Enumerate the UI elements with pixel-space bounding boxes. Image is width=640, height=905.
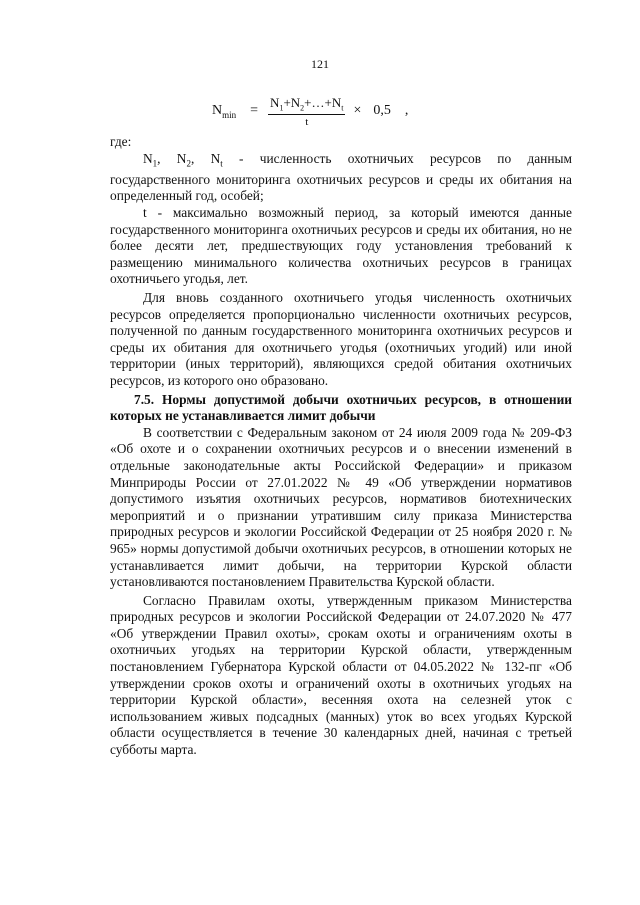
n-symbol-t: N: [210, 150, 221, 166]
formula-coefficient: 0,5: [373, 103, 391, 119]
n-symbol-1-sub: 1: [152, 158, 158, 169]
numerator-ellipsis: +…+: [304, 95, 332, 110]
n-symbol-sep: ,: [190, 150, 211, 166]
paragraph-new-ground: Для вновь созданного охотничьего угодья численность охотничьих ресурсов определяется пропорционально численности охотничьих ресурсов, полученной по данным государственного мониторинга охотничьих ресурсов и среды их обитания для охотничьего угодья (охотничьих угодий) или иной территории (иных территорий), являющихся средой обитания охотничьих ресурсов, из которого оно образовано.: [110, 290, 572, 388]
formula-multiply: ×: [353, 103, 362, 119]
formula-trailing-comma: ,: [404, 103, 409, 119]
formula-lhs-sub: min: [222, 109, 237, 120]
document-body: [110, 134, 572, 759]
numerator-nt-sub: t: [341, 103, 344, 113]
numerator-plus: +: [283, 95, 291, 110]
formula-fraction: [268, 95, 345, 128]
numerator-n2-sub: 2: [300, 103, 305, 113]
n-symbol-1: N: [143, 150, 153, 166]
formula-numerator: [268, 95, 345, 115]
definition-n: [110, 151, 572, 205]
page-number: 121: [311, 57, 329, 71]
paragraph-law: В соответствии с Федеральным законом от 24 июля 2009 года № 209-ФЗ «Об охоте и о сохранении охотничьих ресурсов и о внесении изменений в отдельные законодательные акты Российской Федерации» и приказом Минприроды России от 27.01.2022 № 49 «Об утверждении нормативов допустимого изъятия охотничьих ресурсов, нормативов биотехнических мероприятий и о признании утратившим силу приказа Министерства природных ресурсов и экологии Российской Федерации от 25 ноября 2020 г. № 965» нормы допустимой добычи охотничьих ресурсов, в отношении которых не устанавливается лимит добычи, на территории Курской области установливаются постановлением Правительства Курской области.: [110, 424, 572, 590]
section-heading: 7.5. Нормы допустимой добычи охотничьих ресурсов, в отношении которых не устанавливается лимит добычи: [110, 391, 572, 424]
definition-t: t - максимально возможный период, за который имеются данные государственного мониторинга охотничьих ресурсов и среды их обитания, но не более десяти лет, предшествующих году установления требований к размещению минимального количества охотничьих ресурсов в границах охотничьего угодья, лет.: [110, 205, 572, 287]
paragraph-hunting-rules: Согласно Правилам охоты, утвержденным приказом Министерства природных ресурсов и экологии Российской Федерации от 24.07.2020 № 477 «Об утверждении Правил охоты», срокам охоты и ограничениям охоты в охотничьих угодьях на территории Курской области, утвержденным постановлением Губернатора Курской области от 04.05.2022 № 132-пг «Об утверждении сроков охоты и ограничений охоты в охотничьих угодьях на территории Курской области», весенняя охота на селезней уток с использованием живых подсадных (манных) уток во всех угодьях Курской области осуществляется в течение 30 календарных дней, начиная с третьей субботы марта.: [110, 592, 572, 758]
numerator-n1: N: [270, 95, 280, 110]
n-symbol-2-sub: 2: [186, 158, 191, 169]
numerator-n2: N: [290, 95, 301, 110]
where-label: где:: [110, 134, 132, 149]
formula-nmin: [212, 95, 408, 128]
n-symbol-t-sub: t: [220, 158, 223, 169]
formula-lhs: [212, 103, 236, 120]
formula-equals: =: [250, 103, 259, 119]
numerator-n1-sub: 1: [279, 103, 284, 113]
formula-denominator: t: [305, 115, 309, 128]
n-symbol-sep: ,: [157, 150, 177, 166]
numerator-nt: N: [331, 95, 342, 110]
formula-lhs-main: N: [212, 102, 223, 118]
n-symbol-2: N: [176, 150, 187, 166]
definition-n-text: - численность охотничьих ресурсов по данным государственного мониторинга охотничьих ресурсов и среды их обитания на определенный год, особей;: [110, 150, 572, 204]
